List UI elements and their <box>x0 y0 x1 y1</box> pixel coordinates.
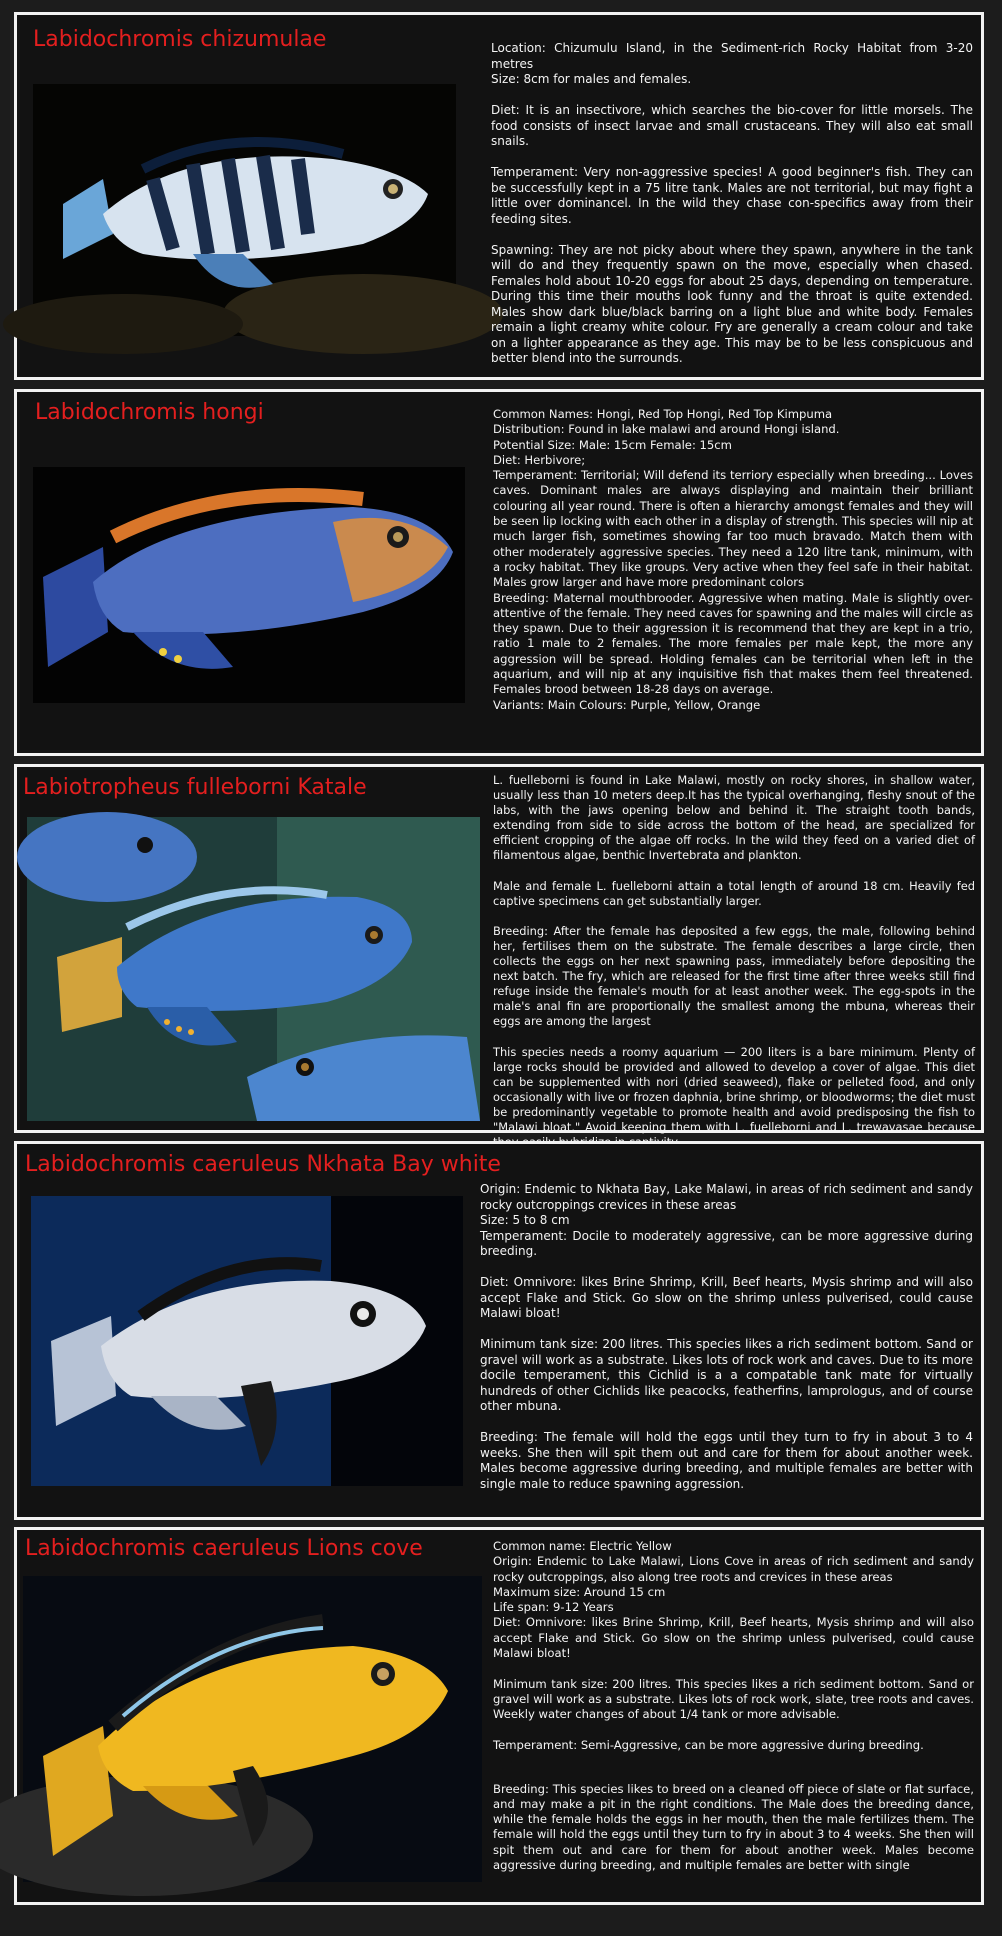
description-line: Common name: Electric Yellow <box>493 1539 672 1553</box>
description-line: Maximum size: Around 15 cm <box>493 1584 666 1599</box>
description-line: Variants: Main Colours: Purple, Yellow, Orange <box>493 697 761 712</box>
description-paragraph: Breeding: The female will hold the eggs until they turn to fry in about 3 to 4 weeks. She then will spit them out and care for them for about another week. Males become aggressive during breeding, and multiple females are better with single male to reduce spawning aggression. <box>480 1430 973 1491</box>
description-paragraph: Breeding: This species likes to breed on a cleaned off piece of slate or flat surface, and may make a pit in the right conditions. The Male does the breeding dance, while the female holds the eggs in her mouth, then the male fertilizes them. The female will hold the eggs until they turn to fry in about 3 to 4 weeks. She then will spit them out and care for them for about another week. Males become aggressive during breeding, and multiple females are better with single <box>493 1781 974 1873</box>
description-paragraph: Minimum tank size: 200 litres. This species likes a rich sediment bottom. Sand or gravel will work as a substrate. Likes lots of rock work, slate, tree roots and caves. Weekly water changes of about 1/4 tank or more advisable. <box>493 1676 974 1722</box>
species-description <box>493 1539 974 1873</box>
fish-photo <box>33 467 465 703</box>
description-paragraph: This species needs a roomy aquarium — 200 liters is a bare minimum. Plenty of large rocks should be provided and allowed to develop a cover of algae. This diet can be supplemented with nori (dried seaweed), flake or pelleted food, and only occasionally with live or frozen daphnia, brine shrimp, or bloodworms; the diet must be predominantly vegetable to promote health and avoid predisposing the fish to "Malawi bloat." Avoid keeping them with L. fuelleborni and L. trewavasae because <box>493 1044 975 1134</box>
species-description <box>480 1182 973 1492</box>
species-title: Labidochromis caeruleus Nkhata Bay white <box>25 1152 501 1177</box>
species-description <box>491 41 973 367</box>
description-paragraph: Minimum tank size: 200 litres. This species likes a rich sediment bottom. Sand or gravel will work as a substrate. Likes lots of rock work and caves. Due to its more docile temperament, this Cichlid is a a compatable tank mate for virtually hundreds of other Cichlids like peacocks, featherfins, lamprologus, and of course other mbuna. <box>480 1337 973 1413</box>
species-card-lions-cove <box>14 1527 984 1905</box>
description-line: Common Names: Hongi, Red Top Hongi, Red Top Kimpuma <box>493 407 833 421</box>
species-card-chizumulae <box>14 12 984 380</box>
fish-photo <box>33 84 456 336</box>
description-line: Life span: 9-12 Years <box>493 1600 614 1615</box>
description-line: Size: 8cm for males and females. <box>491 72 692 86</box>
description-paragraph: Temperament: Territorial; Will defend its terriory especially when breeding... Loves caves. Dominant males are always displaying and maintain their brilliant colouring all year round. There is often a hierarchy amongst females and they will be seen lip locking with each other in a display of strength. This species will nip at much larger fish, sometimes showing far too much bravado. Match them with other moderately aggressive species. They need a 120 litre tank, minimum, with a rocky habitat. They like groups. Very active when they feel safe in their habitat. Males grow larger and have more predominant colors <box>493 468 973 590</box>
species-title: Labidochromis caeruleus Lions cove <box>25 1536 423 1561</box>
description-line: Distribution: Found in lake malawi and around Hongi island. <box>493 422 840 437</box>
species-title: Labidochromis hongi <box>35 400 264 425</box>
description-paragraph: Origin: Endemic to Lake Malawi, Lions Cove in areas of rich sediment and sandy rocky outcroppings, also along tree roots and crevices in these areas <box>493 1554 974 1584</box>
description-paragraph: Temperament: Very non-aggressive species! A good beginner's fish. They can be successfully kept in a 75 litre tank. Males are not territorial, but may fight a little over dominancel. In the wild they chase con-specifics away from their feeding sites. <box>491 165 973 226</box>
fish-photo <box>27 817 480 1121</box>
description-line: Potential Size: Male: 15cm Female: 15cm <box>493 437 732 452</box>
description-line: Size: 5 to 8 cm <box>480 1213 570 1227</box>
description-paragraph: Male and female L. fuelleborni attain a total length of around 18 cm. Heavily fed captive specimens can get substantially larger. <box>493 878 975 908</box>
description-paragraph: Breeding: Maternal mouthbrooder. Aggressive when mating. Male is slightly over-attentive of the female. They need caves for spawning and the males will circle as they spawn. Due to their aggression it is recommend that they are kept in a trio, ratio 1 male to 2 females. The more females per male kept, the more any aggression will be spread. Holding females can be territorial when left in the aquarium, and will nip at any inquisitive fish that makes them feel threatened. Females brood between 18-28 days on average. <box>493 590 973 697</box>
species-description <box>493 773 975 1150</box>
description-paragraph: Diet: Omnivore: likes Brine Shrimp, Krill, Beef hearts, Mysis shrimp and will also accept Flake and Stick. Go slow on the shrimp unless pulverised, could cause Malawi bloat! <box>480 1275 973 1320</box>
species-title: Labiotropheus fulleborni Katale <box>23 775 367 800</box>
species-card-fulleborni <box>14 764 984 1133</box>
description-line: Diet: Herbivore; <box>493 452 586 467</box>
description-line: Location: Chizumulu Island, in the Sediment-rich Rocky Habitat from 3-20 metres <box>491 41 973 71</box>
description-paragraph: Diet: Omnivore: likes Brine Shrimp, Krill, Beef hearts, Mysis shrimp and will also accept Flake and Stick. Go slow on the shrimp unless pulverised, could cause Malawi bloat! <box>493 1615 974 1661</box>
description-paragraph: Temperament: Semi-Aggressive, can be more aggressive during breeding. <box>493 1738 924 1753</box>
description-paragraph: Diet: It is an insectivore, which searches the bio-cover for little morsels. The food consists of insect larvae and small crustaceans. They will also eat small snails. <box>491 103 973 148</box>
description-paragraph: Temperament: Docile to moderately aggressive, can be more aggressive during breeding. <box>480 1228 973 1258</box>
description-paragraph: Origin: Endemic to Nkhata Bay, Lake Malawi, in areas of rich sediment and sandy rocky outcroppings crevices in these areas <box>480 1182 973 1212</box>
species-title: Labidochromis chizumulae <box>33 27 327 52</box>
description-paragraph: Breeding: After the female has deposited a few eggs, the male, following behind her, fertilises them on the substrate. The female describes a large circle, then collects the eggs on her next spawning pass, immediately before depositing the next batch. The fry, which are released for the first time after three weeks still find refuge inside the female's mouth for at least another week. The egg-spots in the male's anal fin are proportionally the smallest among the mbuna, whereas their eggs are among the largest <box>493 924 975 1028</box>
fish-photo <box>31 1196 463 1486</box>
species-card-nkhata-bay-white <box>14 1141 984 1520</box>
description-paragraph: L. fuelleborni is found in Lake Malawi, mostly on rocky shores, in shallow water, usually less than 10 meters deep.It has the typical overhanging, fleshy snout of the labs, with the jaws opening below and behind it. The straight tooth bands, extending from side to side across the bottom of the head, are specialized for efficient cropping of the algae off rocks. In the wild they feed on a varied diet of filamentous algae, benthic Invertebrata and plankton. <box>493 773 975 862</box>
description-paragraph: Spawning: They are not picky about where they spawn, anywhere in the tank will do and they frequently spawn on the move, especially when chased. Females hold about 10-20 eggs for about 25 days, depending on temperature. During this time their mouths look funny and the throat is quite extended. Males show dark blue/black barring on a light blue and white body. Females remain a light creamy white colour. Fry are generally a cream colour and take on a lighter appearance as they age. This may be to be less conspicuous and better blend into the surrounds. <box>491 242 973 365</box>
fish-photo <box>23 1576 482 1882</box>
species-card-hongi <box>14 389 984 756</box>
species-description <box>493 407 973 713</box>
